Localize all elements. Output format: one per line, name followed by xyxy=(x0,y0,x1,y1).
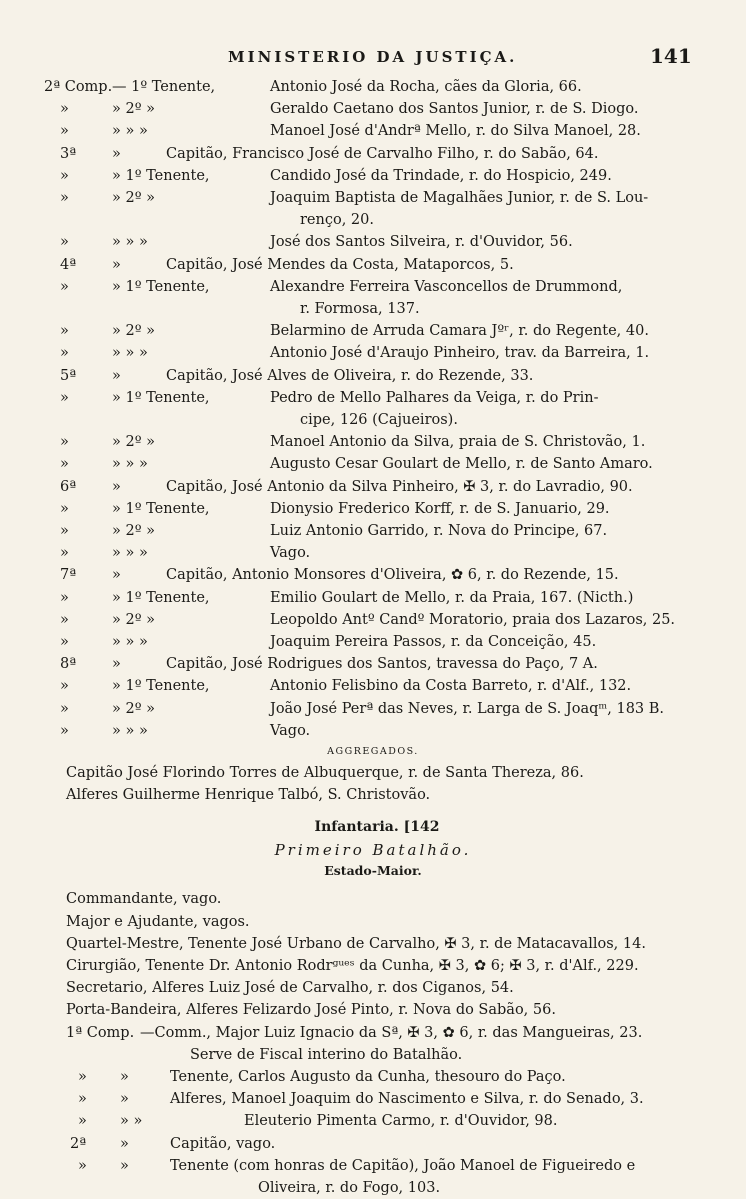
company-number: » xyxy=(60,700,69,717)
entry-text: Antonio José d'Araujo Pinheiro, trav. da Barreira, 1. xyxy=(270,345,650,362)
company-number: 5ª xyxy=(60,367,77,384)
table-row xyxy=(0,476,746,498)
company-number: 6ª xyxy=(60,478,77,495)
entry-continuation-row xyxy=(0,209,746,231)
entry-continuation: renço, 20. xyxy=(300,212,374,229)
entry-text: Capitão, Antonio Monsores d'Oliveira, ✿ 6, r. do Rezende, 15. xyxy=(166,567,619,584)
estado-maior-heading: Estado-Maior. xyxy=(324,863,422,879)
company-rank-marker: » » » xyxy=(112,634,148,650)
page-header xyxy=(0,44,746,74)
company-rank-marker: » 2º » xyxy=(112,101,156,118)
company-rank-marker: » xyxy=(120,1091,129,1108)
table-row xyxy=(0,254,746,276)
entry-text: Joaquim Baptista de Magalhães Junior, r. de S. Lou- xyxy=(270,190,649,206)
company-number: » xyxy=(60,389,69,406)
company-number: » xyxy=(60,500,69,517)
table-row xyxy=(0,187,746,209)
company-number: 2ª Comp. xyxy=(44,79,113,95)
entry-text: Geraldo Caetano dos Santos Junior, r. de S. Diogo. xyxy=(270,101,639,118)
entry-text: Antonio José da Rocha, cães da Gloria, 66. xyxy=(270,79,582,95)
company-rank-marker: » » » xyxy=(112,123,148,140)
table-row xyxy=(0,120,746,142)
company-number: » xyxy=(60,611,69,628)
staff-entry: Cirurgião, Tenente Dr. Antonio Rodrᵍᵘᵉˢ da Cunha, ✠ 3, ✿ 6; ✠ 3, r. d'Alf., 229. xyxy=(66,958,639,974)
company-number: 2ª xyxy=(70,1135,87,1152)
entry-text: Tenente (com honras de Capitão), João Manoel de Figueiredo e xyxy=(170,1157,636,1174)
company-rank-marker: » » xyxy=(120,1113,143,1130)
entry-text: Emilio Goulart de Mello, r. da Praia, 167. (Nicth.) xyxy=(270,589,634,606)
table-row xyxy=(0,98,746,120)
company-number: » xyxy=(78,1113,87,1130)
company-rank-marker: » 2º » xyxy=(112,700,156,717)
entry-continuation: cipe, 126 (Cajueiros). xyxy=(300,412,458,428)
company-rank-marker: » xyxy=(112,656,121,673)
company-rank-marker: » 1º Tenente, xyxy=(112,678,210,695)
company-number: » xyxy=(60,190,69,206)
entry-text: João José Perª das Neves, r. Larga de S. Joaqᵐ, 183 B. xyxy=(270,700,665,717)
company-number: » xyxy=(60,523,69,539)
company-number: » xyxy=(60,278,69,295)
list-item xyxy=(0,999,746,1021)
aggregado-entry: Capitão José Florindo Torres de Albuquerque, r. de Santa Thereza, 86. xyxy=(66,765,584,781)
company-rank-marker: — 1º Tenente, xyxy=(112,79,216,95)
table-row xyxy=(0,564,746,586)
entry-text: Dionysio Frederico Korff, r. de S. Januario, 29. xyxy=(270,500,610,517)
table-row xyxy=(0,720,746,742)
list-item xyxy=(0,762,746,784)
company-rank-marker: » xyxy=(120,1157,129,1174)
entry-text: Luiz Antonio Garrido, r. Nova do Principe, 67. xyxy=(270,523,608,539)
company-rank-marker: » » » xyxy=(112,234,148,251)
aggregado-entry: Alferes Guilherme Henrique Talbó, S. Christovão. xyxy=(66,787,431,804)
company-rank-marker: » 2º » xyxy=(112,190,156,206)
entry-text: Leopoldo Antº Candº Moratorio, praia dos Lazaros, 25. xyxy=(270,611,676,628)
table-row xyxy=(0,498,746,520)
entry-text: Belarmino de Arruda Camara Jºʳ, r. do Regente, 40. xyxy=(270,323,649,340)
table-row xyxy=(0,231,746,253)
table-row xyxy=(0,165,746,187)
entry-text: José dos Santos Silveira, r. d'Ouvidor, 56. xyxy=(270,234,573,251)
table-row xyxy=(0,1155,746,1177)
entry-text: Vago. xyxy=(270,722,311,739)
table-row xyxy=(0,342,746,364)
table-row xyxy=(0,387,746,409)
list-item xyxy=(0,977,746,999)
company-rank-marker: » xyxy=(112,256,121,273)
company-rank-marker: » xyxy=(120,1069,129,1085)
company-number: » xyxy=(60,678,69,695)
staff-entry: Major e Ajudante, vagos. xyxy=(66,913,250,930)
company-rank-marker: » xyxy=(112,478,121,495)
company-rank-marker: » » » xyxy=(112,345,148,362)
table-row xyxy=(0,431,746,453)
entry-continuation-row xyxy=(0,298,746,320)
infantaria-heading: Infantaria. [142 xyxy=(314,819,440,836)
entry-text: Capitão, Francisco José de Carvalho Filho, r. do Sabão, 64. xyxy=(166,145,599,162)
entry-text: Joaquim Pereira Passos, r. da Conceição, 45. xyxy=(270,634,597,650)
company-rank-marker: » » » xyxy=(112,545,148,562)
company-number: » xyxy=(60,123,69,140)
entry-continuation: Serve de Fiscal interino do Batalhão. xyxy=(190,1046,463,1063)
company-number: » xyxy=(60,101,69,118)
table-row xyxy=(0,320,746,342)
table-row xyxy=(0,453,746,475)
company-number: » xyxy=(60,167,69,184)
table-row xyxy=(0,675,746,697)
company-number: » xyxy=(60,634,69,650)
entry-text: Manoel José d'Andrª Mello, r. do Silva Manoel, 28. xyxy=(270,123,641,140)
company-number: » xyxy=(60,589,69,606)
staff-entry: Quartel-Mestre, Tenente José Urbano de Carvalho, ✠ 3, r. de Matacavallos, 14. xyxy=(66,935,646,952)
page-title: MINISTERIO DA JUSTIÇA. xyxy=(228,48,518,66)
table-row xyxy=(0,365,746,387)
table-row xyxy=(0,1088,746,1110)
entry-continuation: Oliveira, r. do Fogo, 103. xyxy=(258,1180,441,1196)
table-row xyxy=(0,76,746,98)
company-rank-marker: » 2º » xyxy=(112,434,156,451)
company-number: 3ª xyxy=(60,145,77,162)
staff-entry: Secretario, Alferes Luiz José de Carvalho, r. dos Ciganos, 54. xyxy=(66,980,514,997)
company-number: 1ª Comp. xyxy=(66,1024,135,1041)
company-rank-marker: » xyxy=(112,145,121,162)
entry-text: Pedro de Mello Palhares da Veiga, r. do Prin- xyxy=(270,389,599,406)
list-item xyxy=(0,784,746,806)
table-row xyxy=(0,609,746,631)
entry-continuation-row xyxy=(0,1044,746,1066)
battalion-subheading: Primeiro Batalhão. xyxy=(274,841,472,860)
company-rank-marker: » 1º Tenente, xyxy=(112,500,210,517)
company-number: » xyxy=(78,1157,87,1174)
entry-continuation-row xyxy=(0,1177,746,1199)
entry-text: Augusto Cesar Goulart de Mello, r. de Santo Amaro. xyxy=(270,456,653,473)
company-rank-marker: » 1º Tenente, xyxy=(112,589,210,606)
company-number: » xyxy=(60,545,69,562)
entry-text: Manoel Antonio da Silva, praia de S. Christovão, 1. xyxy=(270,434,646,451)
company-number: » xyxy=(60,434,69,451)
entry-text: Capitão, José Rodrigues dos Santos, travessa do Paço, 7 A. xyxy=(166,656,598,673)
company-number: » xyxy=(78,1069,87,1085)
entry-text: Capitão, José Mendes da Costa, Mataporcos, 5. xyxy=(166,256,514,273)
company-rank-marker: » 2º » xyxy=(112,611,156,628)
entry-text: Capitão, vago. xyxy=(170,1135,276,1152)
company-number: 4ª xyxy=(60,256,77,273)
entry-text: Alexandre Ferreira Vasconcellos de Drummond, xyxy=(270,278,623,295)
list-item xyxy=(0,933,746,955)
company-rank-marker: » xyxy=(120,1135,129,1152)
table-row xyxy=(0,143,746,165)
table-row xyxy=(0,587,746,609)
company-number: » xyxy=(60,234,69,251)
company-rank-marker: » 2º » xyxy=(112,523,156,539)
staff-entry: Porta-Bandeira, Alferes Felizardo José Pinto, r. Nova do Sabão, 56. xyxy=(66,1002,556,1019)
entry-text: Capitão, José Alves de Oliveira, r. do Rezende, 33. xyxy=(166,367,534,384)
table-row xyxy=(0,520,746,542)
company-rank-marker: » » » xyxy=(112,722,148,739)
company-rank-marker: » 1º Tenente, xyxy=(112,278,210,295)
table-row xyxy=(0,1066,746,1088)
entry-text: —Comm., Major Luiz Ignacio da Sª, ✠ 3, ✿ 6, r. das Mangueiras, 23. xyxy=(140,1024,643,1041)
table-row xyxy=(0,276,746,298)
entry-continuation: r. Formosa, 137. xyxy=(300,301,420,317)
company-rank-marker: » xyxy=(112,367,121,384)
company-number: » xyxy=(60,456,69,473)
staff-entry: Commandante, vago. xyxy=(66,891,222,908)
table-row xyxy=(0,698,746,720)
page-number: 141 xyxy=(650,44,692,68)
entry-text: Capitão, José Antonio da Silva Pinheiro, ✠ 3, r. do Lavradio, 90. xyxy=(166,478,633,495)
table-row xyxy=(0,1022,746,1044)
table-row xyxy=(0,1110,746,1132)
entry-continuation-row xyxy=(0,409,746,431)
list-item xyxy=(0,955,746,977)
entry-text: Vago. xyxy=(270,545,311,562)
company-number: » xyxy=(60,722,69,739)
list-item xyxy=(0,888,746,910)
company-number: » xyxy=(60,323,69,340)
company-rank-marker: » 1º Tenente, xyxy=(112,389,210,406)
entry-text: Alferes, Manoel Joaquim do Nascimento e Silva, r. do Senado, 3. xyxy=(170,1091,644,1108)
entry-text: Antonio Felisbino da Costa Barreto, r. d'Alf., 132. xyxy=(270,678,632,695)
company-rank-marker: » xyxy=(112,567,121,584)
list-item xyxy=(0,911,746,933)
company-rank-marker: » 1º Tenente, xyxy=(112,167,210,184)
table-row xyxy=(0,1133,746,1155)
entry-text: Tenente, Carlos Augusto da Cunha, thesouro do Paço. xyxy=(170,1069,566,1085)
company-number: 7ª xyxy=(60,567,77,584)
table-row xyxy=(0,631,746,653)
entry-text: Candido José da Trindade, r. do Hospicio, 249. xyxy=(270,167,612,184)
table-row xyxy=(0,542,746,564)
company-number: 8ª xyxy=(60,656,77,673)
aggregados-heading: AGGREGADOS. xyxy=(327,746,419,757)
company-number: » xyxy=(60,345,69,362)
company-rank-marker: » » » xyxy=(112,456,148,473)
table-row xyxy=(0,653,746,675)
company-rank-marker: » 2º » xyxy=(112,323,156,340)
company-number: » xyxy=(78,1091,87,1108)
entry-text: Eleuterio Pimenta Carmo, r. d'Ouvidor, 98. xyxy=(244,1113,558,1130)
